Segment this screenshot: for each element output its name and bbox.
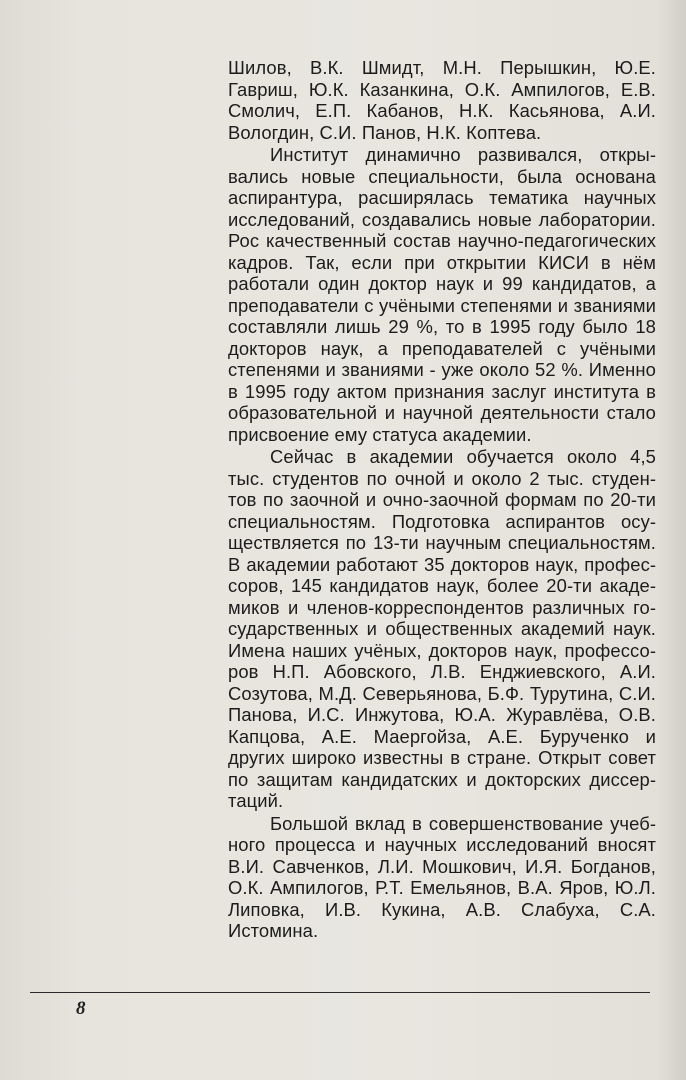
paragraph-institute-development: Институт динамично развивался, открывались новые специальности, была основана аспирантура, расширялась тематика научных исследований, создавались новые лаборатории. Рос качественный состав научно-педагогических кадров. Так, если при открытии КИСИ в нём работали один доктор наук и 99 кандидатов, а преподаватели с учёными степенями и званиями составляли лишь 29 %, то в 1995 году было 18 докторов наук, а преподавателей с учёными степенями и званиями - уже около 52 %. Именно в 1995 году актом признания заслуг института в образовательной и научной деятельности стало присвоение ему статуса академии. (228, 144, 656, 445)
footer-rule (30, 992, 650, 993)
paragraph-continuation: Шилов, В.К. Шмидт, М.Н. Перышкин, Ю.Е. Гавриш, Ю.К. Казанкина, О.К. Ампилогов, Е.В. Смолич, Е.П. Кабанов, Н.К. Касьянова, А.И. Вологдин, С.И. Панов, Н.К. Коптева. (228, 57, 656, 143)
paragraph-contributors: Большой вклад в совершенствование учебного процесса и научных исследований вносят В.И. Савченков, Л.И. Мошкович, И.Я. Богданов, О.К. Ампилогов, Р.Т. Емельянов, В.А. Яров, Ю.Л. Липовка, И.В. Кукина, А.В. Слабуха, С.А. Истомина. (228, 812, 656, 941)
body-text (228, 57, 656, 943)
page-edge-shadow (656, 0, 686, 1080)
paragraph-academy-today: Сейчас в академии обучается около 4,5 тыс. студентов по очной и около 2 тыс. студентов по заочной и очно-заочной формам по 20-ти специальностям. Подготовка аспирантов осуществляется по 13-ти научным специальностям. В академии работают 35 докторов наук, профессоров, 145 кандидатов наук, более 20-ти академиков и членов-корреспондентов различных государственных и общественных академий наук. Имена наших учёных, докторов наук, профессоров Н.П. Абовского, Л.В. Енджиевского, А.И. Созутова, М.Д. Северьянова, Б.Ф. Турутина, С.И. Панова, И.С. Инжутова, Ю.А. Журавлёва, О.В. Капцова, А.Е. Маергойза, А.Е. Бурученко и других широко известны в стране. Открыт совет по защитам кандидатских и докторских диссертаций. (228, 446, 656, 811)
page-number: 8 (76, 998, 86, 1019)
